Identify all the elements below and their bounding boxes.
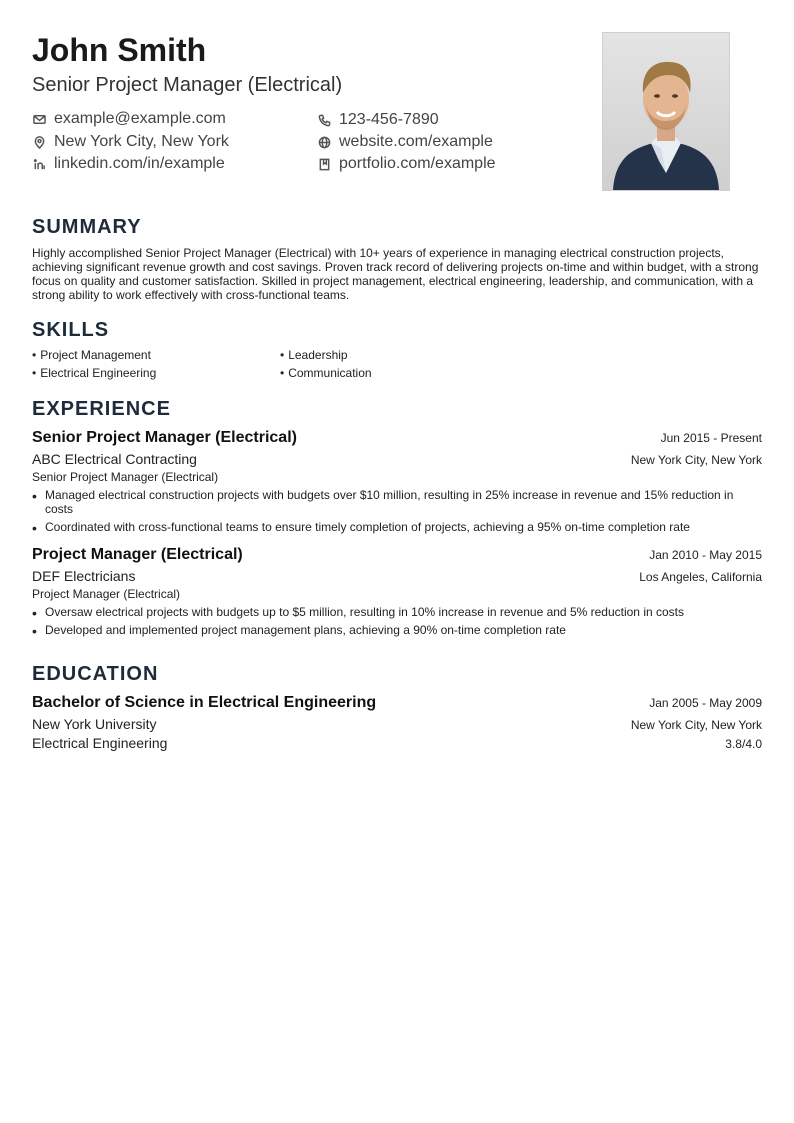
skill-item: • Electrical Engineering [32, 366, 157, 380]
list-item: • Oversaw electrical projects with budgets up to $5 million, resulting in 10% increase in revenue and 5% reduction in costs [32, 605, 684, 621]
list-item: • Developed and implemented project management plans, achieving a 90% on-time completion rate [32, 623, 566, 639]
resume-page [32, 30, 762, 751]
contact-portfolio[interactable] [317, 153, 496, 175]
skills-list [32, 348, 528, 380]
gpa: 3.8/4.0 [725, 737, 762, 751]
experience-heading: EXPERIENCE [32, 398, 171, 420]
job-title: Project Manager (Electrical) [32, 546, 243, 563]
field-of-study: Electrical Engineering [32, 735, 168, 751]
contact-email[interactable] [32, 108, 226, 130]
candidate-name: John Smith [32, 32, 207, 68]
contact-website-text: website.com/example [339, 133, 493, 150]
contact-phone[interactable] [317, 109, 439, 131]
list-item: • Coordinated with cross-functional teams to ensure timely completion of projects, achieving a 95% on-time completion rate [32, 520, 690, 536]
education-section [32, 662, 762, 751]
skills-heading: SKILLS [32, 319, 110, 341]
summary-section [32, 215, 762, 302]
mail-icon [32, 112, 46, 126]
profile-photo-image [603, 33, 729, 190]
contact-portfolio-text: portfolio.com/example [339, 155, 496, 172]
contact-location-text: New York City, New York [54, 133, 229, 150]
job-company: ABC Electrical Contracting [32, 451, 197, 467]
job-dates: Jun 2015 - Present [660, 431, 762, 445]
skill-item: • Project Management [32, 348, 151, 362]
skills-section [32, 318, 528, 380]
education-dates: Jan 2005 - May 2009 [649, 696, 762, 710]
contact-email-text: example@example.com [54, 110, 226, 127]
education-entry [32, 694, 762, 751]
summary-heading: SUMMARY [32, 216, 142, 238]
job-company: DEF Electricians [32, 568, 136, 584]
resume-header [32, 30, 762, 200]
summary-text: Highly accomplished Senior Project Manager (Electrical) with 10+ years of experience in managing electrical construction projects, achieving significant revenue growth and cost savings. Proven track record of delivering projects on-time and within budget, with a strong focus on quality and customer satisfaction. Skilled in project management, electrical engineering, leadership, and communication, with a strong ability to work effectively with cross-functional teams. [32, 246, 759, 302]
job-title: Senior Project Manager (Electrical) [32, 429, 297, 446]
contact-website[interactable] [317, 131, 493, 153]
experience-entry [32, 429, 762, 534]
school-name: New York University [32, 716, 157, 732]
job-dates: Jan 2010 - May 2015 [649, 548, 762, 562]
experience-section [32, 397, 762, 641]
candidate-title: Senior Project Manager (Electrical) [32, 74, 343, 96]
list-item: • Managed electrical construction projects with budgets over $10 million, resulting in 25% increase in revenue and 15% reduction in costs [32, 488, 734, 516]
profile-photo [602, 32, 730, 191]
experience-entry [32, 546, 762, 637]
job-bullets [32, 488, 762, 534]
globe-icon [317, 135, 331, 149]
contact-location [32, 131, 229, 153]
contact-phone-text: 123-456-7890 [339, 111, 439, 128]
skill-item: • Leadership [280, 348, 348, 362]
contact-linkedin[interactable] [32, 153, 225, 175]
school-location: New York City, New York [630, 718, 762, 732]
location-pin-icon [32, 135, 46, 149]
job-location: Los Angeles, California [639, 570, 762, 584]
linkedin-icon [32, 157, 46, 171]
phone-icon [317, 113, 331, 127]
job-role: Project Manager (Electrical) [32, 587, 181, 601]
job-location: New York City, New York [630, 453, 762, 467]
skill-item: • Communication [280, 366, 372, 380]
job-role: Senior Project Manager (Electrical) [32, 470, 219, 484]
degree-title: Bachelor of Science in Electrical Engineering [32, 694, 377, 711]
contact-linkedin-text: linkedin.com/in/example [54, 155, 225, 172]
job-bullets [32, 605, 762, 637]
education-heading: EDUCATION [32, 663, 159, 685]
bookmark-icon [317, 157, 331, 171]
